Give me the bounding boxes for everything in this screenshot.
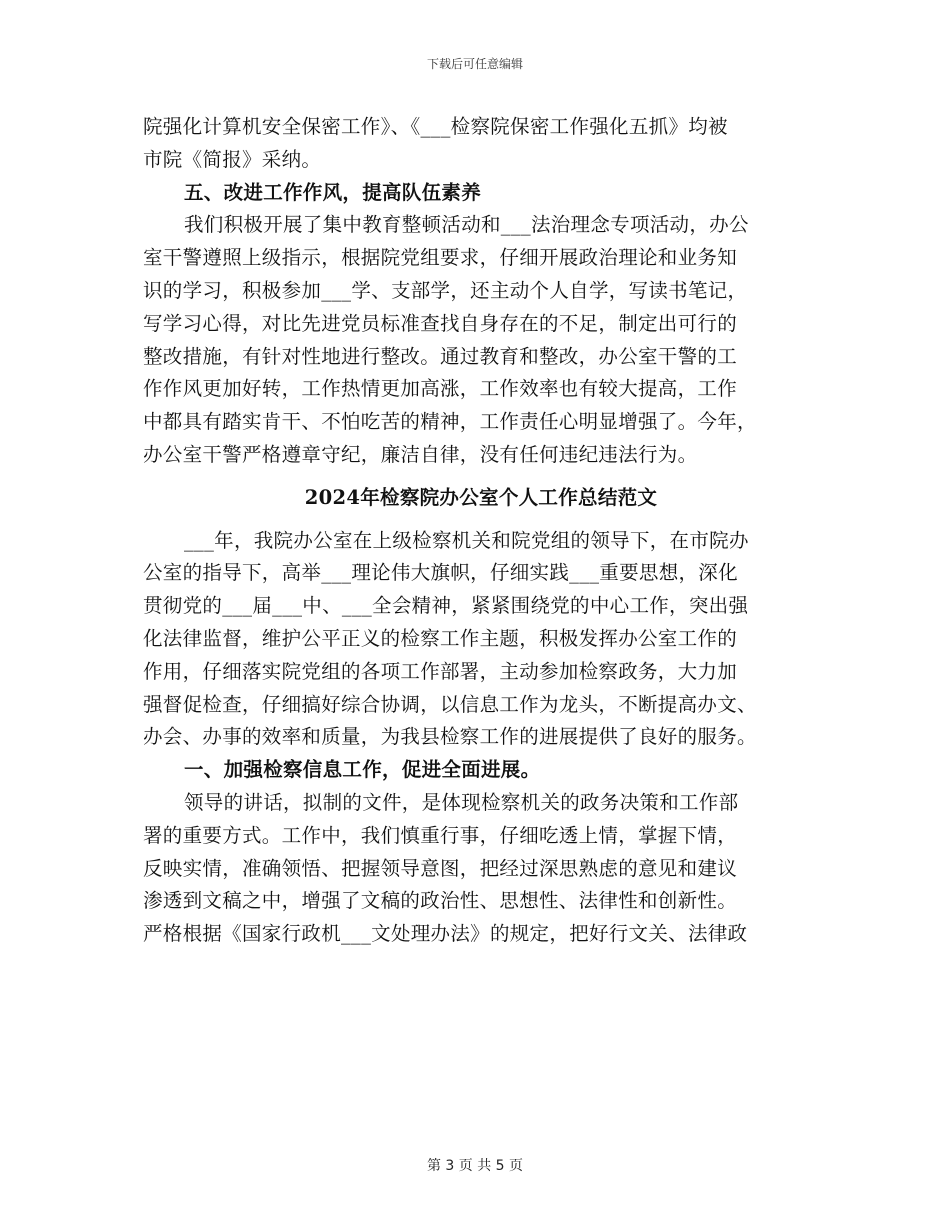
section-heading: 一、加强检察信息工作，促进全面进展。 bbox=[184, 758, 541, 782]
body-line: 整改措施，有针对性地进行整改。通过教育和整改，办公室干警的工 bbox=[143, 344, 738, 368]
body-line: 强督促检查，仔细搞好综合协调，以信息工作为龙头，不断提高办文、 bbox=[143, 692, 757, 716]
body-line: 作用，仔细落实院党组的各项工作部署，主动参加检察政务，大力加 bbox=[143, 659, 738, 683]
body-line: 室干警遵照上级指示，根据院党组要求，仔细开展政治理论和业务知 bbox=[143, 246, 738, 270]
body-line: 办公室干警严格遵章守纪，廉洁自律，没有任何违纪违法行为。 bbox=[143, 442, 698, 466]
body-line: 院强化计算机安全保密工作》、《___检察院保密工作强化五抓》均被 bbox=[143, 115, 728, 138]
body-line: 市院《简报》采纳。 bbox=[143, 147, 322, 171]
body-line: 领导的讲话，拟制的文件，是体现检察机关的政务决策和工作部 bbox=[184, 790, 739, 814]
body-line: 反映实情，准确领悟、把握领导意图，把经过深思熟虑的意见和建议 bbox=[143, 856, 738, 880]
body-line: 化法律监督，维护公平正义的检察工作主题，积极发挥办公室工作的 bbox=[143, 626, 738, 650]
body-line: 渗透到文稿之中，增强了文稿的政治性、思想性、法律性和创新性。 bbox=[143, 889, 738, 913]
body-line: 写学习心得，对比先进党员标准查找自身存在的不足，制定出可行的 bbox=[143, 311, 738, 335]
body-line: 识的学习，积极参加___学、支部学，还主动个人自学，写读书笔记， bbox=[143, 278, 748, 302]
page-header: 下载后可任意编辑 bbox=[426, 57, 523, 71]
body-line: 作作风更加好转，工作热情更加高涨，工作效率也有较大提高，工作 bbox=[143, 377, 738, 401]
page-footer: 第 3 页 共 5 页 bbox=[426, 1158, 524, 1174]
section-heading: 五、改进工作作风，提高队伍素养 bbox=[184, 180, 482, 204]
body-line: 署的重要方式。工作中，我们慎重行事，仔细吃透上情，掌握下情， bbox=[143, 823, 738, 847]
body-line: 办会、办事的效率和质量，为我县检察工作的进展提供了良好的服务。 bbox=[143, 725, 757, 749]
body-line: 我们积极开展了集中教育整顿活动和___法治理念专项活动，办公 bbox=[184, 213, 749, 237]
body-line: 严格根据《国家行政机___文处理办法》的规定，把好行文关、法律政 bbox=[143, 922, 748, 946]
body-line: 中都具有踏实肯干、不怕吃苦的精神，工作责任心明显增强了。今年， bbox=[143, 410, 757, 434]
document-body bbox=[143, 111, 819, 951]
body-line: ___年，我院办公室在上级检察机关和院党组的领导下，在市院办 bbox=[184, 528, 749, 552]
body-line: 贯彻党的___届___中、___全会精神，紧紧围绕党的中心工作，突出强 bbox=[143, 594, 749, 618]
document-title: 2024年检察院办公室个人工作总结范文 bbox=[304, 485, 658, 509]
body-line: 公室的指导下，高举___理论伟大旗帜，仔细实践___重要思想，深化 bbox=[143, 561, 738, 585]
